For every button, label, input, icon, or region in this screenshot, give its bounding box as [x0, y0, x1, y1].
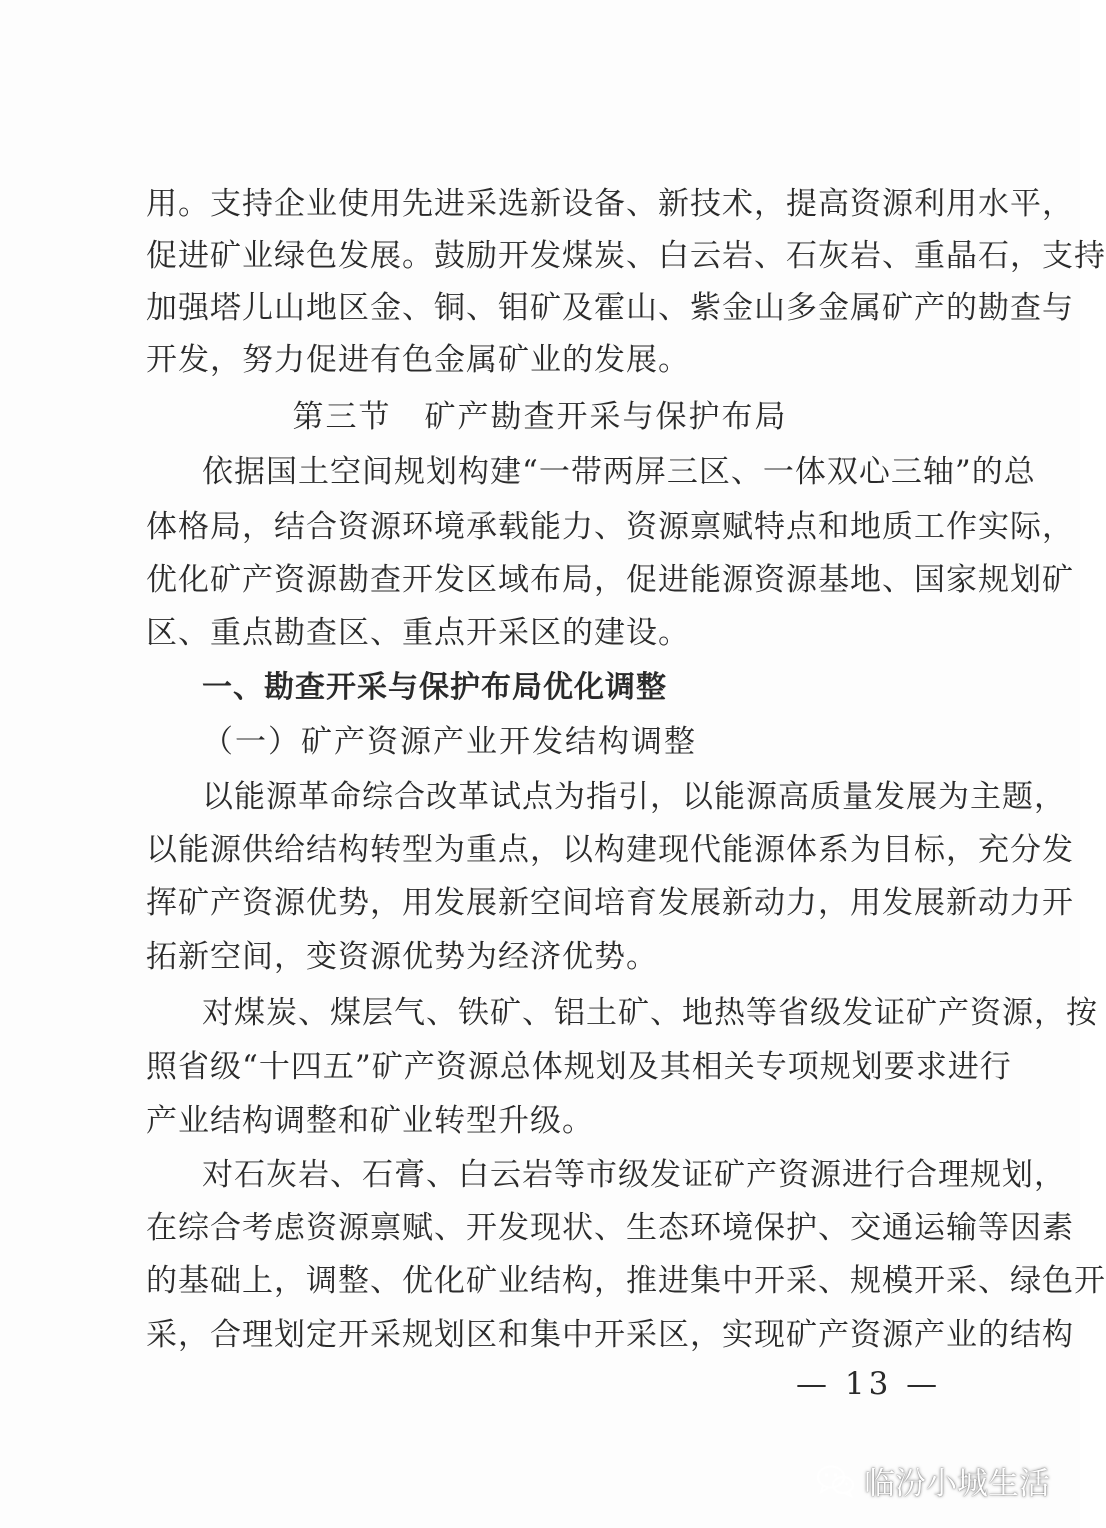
text-line: 产业结构调整和矿业转型升级。 [146, 1103, 594, 1139]
wechat-icon [816, 1464, 856, 1498]
text-line: 对石灰岩、石膏、白云岩等市级发证矿产资源进行合理规划， [202, 1157, 1066, 1193]
text-line: 体格局，结合资源环境承载能力、资源禀赋特点和地质工作实际， [146, 509, 1074, 545]
section-heading: 第三节 矿产勘查开采与保护布局 [292, 399, 788, 435]
text-line: 开发，努力促进有色金属矿业的发展。 [146, 342, 690, 378]
text-line: 挥矿产资源优势，用发展新空间培育发展新动力，用发展新动力开 [146, 885, 1074, 921]
text-line: 以能源供给结构转型为重点，以构建现代能源体系为目标，充分发 [146, 832, 1074, 868]
text-line: 以能源革命综合改革试点为指引，以能源高质量发展为主题， [202, 779, 1066, 815]
page-number: — 13 — [796, 1366, 942, 1402]
text-line: 区、重点勘查区、重点开采区的建设。 [146, 615, 690, 651]
subsection-heading: 一、勘查开采与保护布局优化调整 [202, 670, 667, 705]
text-line: 采，合理划定开采规划区和集中开采区，实现矿产资源产业的结构 [146, 1317, 1074, 1353]
text-line: 加强塔儿山地区金、铜、钼矿及霍山、紫金山多金属矿产的勘查与 [146, 290, 1074, 326]
text-line: 在综合考虑资源禀赋、开发现状、生态环境保护、交通运输等因素 [146, 1210, 1074, 1246]
text-line: 对煤炭、煤层气、铁矿、铝土矿、地热等省级发证矿产资源，按 [202, 995, 1098, 1031]
sub-subsection-heading: （一）矿产资源产业开发结构调整 [202, 724, 697, 760]
watermark [816, 1458, 1050, 1503]
text-line: 照省级“十四五”矿产资源总体规划及其相关专项规划要求进行 [146, 1049, 1012, 1085]
text-line: 拓新空间，变资源优势为经济优势。 [146, 939, 658, 975]
text-line: 促进矿业绿色发展。鼓励开发煤炭、白云岩、石灰岩、重晶石，支持 [146, 238, 1106, 274]
watermark-text: 临汾小城生活 [864, 1466, 1050, 1502]
text-line: 优化矿产资源勘查开发区域布局，促进能源资源基地、国家规划矿 [146, 562, 1074, 598]
text-line: 的基础上，调整、优化矿业结构，推进集中开采、规模开采、绿色开 [146, 1263, 1106, 1299]
text-line: 用。支持企业使用先进采选新设备、新技术，提高资源利用水平， [146, 186, 1074, 222]
text-line: 依据国土空间规划构建“一带两屏三区、一体双心三轴”的总 [202, 454, 1036, 490]
